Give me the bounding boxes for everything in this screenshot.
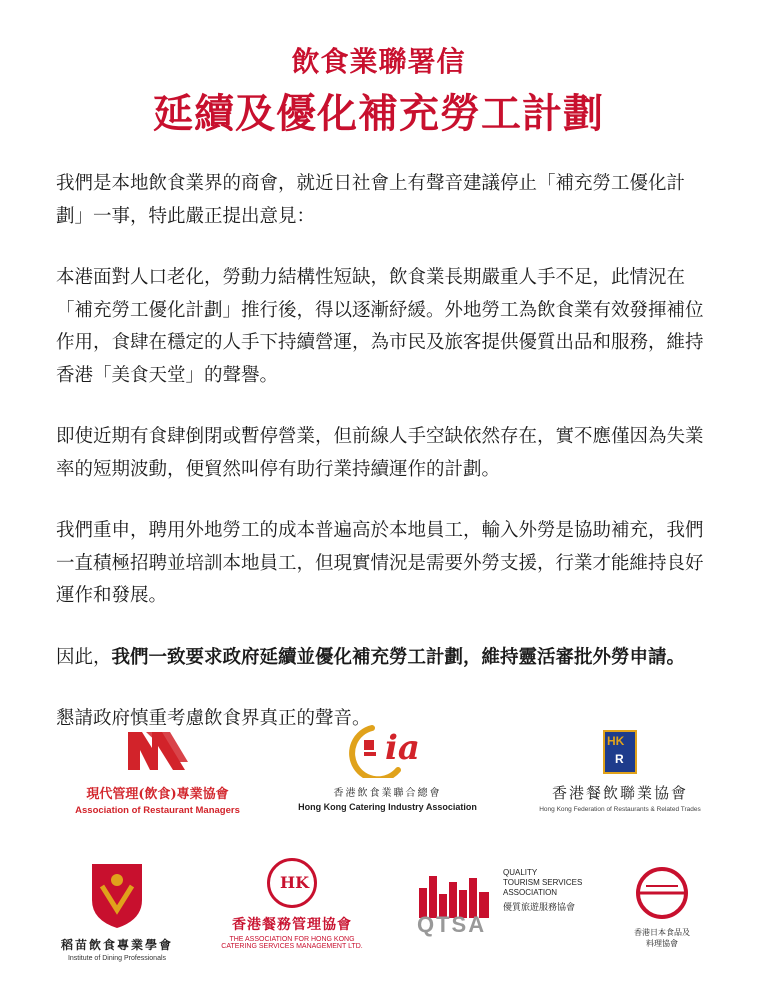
hkcia-name-zh: 香港飲食業聯合總會 [333, 788, 442, 799]
paragraph-5 [56, 642, 706, 675]
acm-name-en-1: THE ASSOCIATION FOR HONG KONG [229, 936, 355, 943]
arm-name-en: Association of Restaurant Managers [75, 805, 240, 816]
letter-body [56, 168, 706, 765]
qtsa-name-en-3: ASSOCIATION [503, 888, 558, 897]
idp-name-zh: 稻苗飲食專業學會 [60, 938, 173, 952]
hkcia-mark: ia [385, 728, 420, 768]
jrs-emblem-icon [622, 866, 702, 920]
paragraph-1: 我們是本地飲食業界的商會，就近日社會上有聲音建議停止「補充勞工優化計劃」一事，特此嚴正提出意見： [56, 173, 686, 227]
arm-logo [70, 726, 245, 816]
hkcia-name-en: Hong Kong Catering Industry Association [298, 802, 477, 812]
acm-name-en-2: CATERING SERVICES MANAGEMENT LTD. [221, 943, 363, 950]
hkfrt-name-en: Hong Kong Federation of Restaurants & Related Trades [539, 806, 701, 813]
paragraph-2: 本港面對人口老化，勞動力結構性短缺，飲食業長期嚴重人手不足，此情況在「補充勞工優化計劃」推行後，得以逐漸紓緩。外地勞工為飲食業有效發揮補位作用，食肆在穩定的人手下持續營運，為市民及旅客提供優質出品和服務，維持香港「美食天堂」的聲譽。 [56, 267, 704, 386]
jrs-name-zh-2: 料理協會 [646, 939, 678, 948]
hkfrt-mark-hk: HK [607, 734, 625, 748]
paragraph-4: 我們重申，聘用外地勞工的成本普遍高於本地員工，輸入外勞是協助補充，我們一直積極招聘並培訓本地員工，但現實情況是需要外勞支援，行業才能維持良好運作和發展。 [56, 520, 704, 606]
hkfrt-emblem-icon [603, 730, 637, 774]
idp-logo [52, 860, 182, 960]
idp-emblem-icon [52, 860, 182, 930]
qtsa-logo [415, 868, 595, 948]
letter-title: 飲食業聯署信 [291, 45, 466, 78]
jrs-name-zh-1: 香港日本食品及 [634, 928, 690, 937]
paragraph-5-lead: 因此， [56, 646, 112, 668]
jrs-logo [622, 866, 702, 956]
hkcia-logo [290, 722, 485, 814]
qtsa-name-zh: 優質旅遊服務協會 [503, 903, 576, 913]
idp-name-en: Institute of Dining Professionals [67, 955, 167, 962]
paragraph-5-demand: 我們一致要求政府延續並優化補充勞工計劃，維持靈活審批外勞申請。 [111, 646, 686, 668]
acm-emblem-icon [267, 858, 317, 908]
acm-mark: HK [280, 873, 310, 892]
acm-logo [212, 858, 372, 958]
hkfrt-name-zh: 香港餐飲聯業協會 [551, 784, 688, 802]
acm-name-zh: 香港餐務管理協會 [232, 917, 352, 933]
arm-emblem-icon [70, 726, 245, 776]
paragraph-3: 即使近期有食肆倒閉或暫停營業，但前線人手空缺依然存在，實不應僅因為失業率的短期波動，便貿然叫停有助行業持續運作的計劃。 [56, 426, 704, 480]
paragraph-6: 懇請政府慎重考慮飲食界真正的聲音。 [56, 708, 371, 729]
qtsa-mark: QTSA [417, 912, 487, 937]
hkfrt-logo [530, 730, 710, 815]
letter-subtitle: 延續及優化補充勞工計劃 [153, 90, 604, 137]
qtsa-name-en-2: TOURISM SERVICES [503, 878, 583, 887]
arm-name-zh: 現代管理(飲食)專業協會 [86, 787, 229, 802]
hkfrt-mark-r: R [615, 752, 624, 766]
qtsa-name-en-1: QUALITY [503, 868, 538, 877]
